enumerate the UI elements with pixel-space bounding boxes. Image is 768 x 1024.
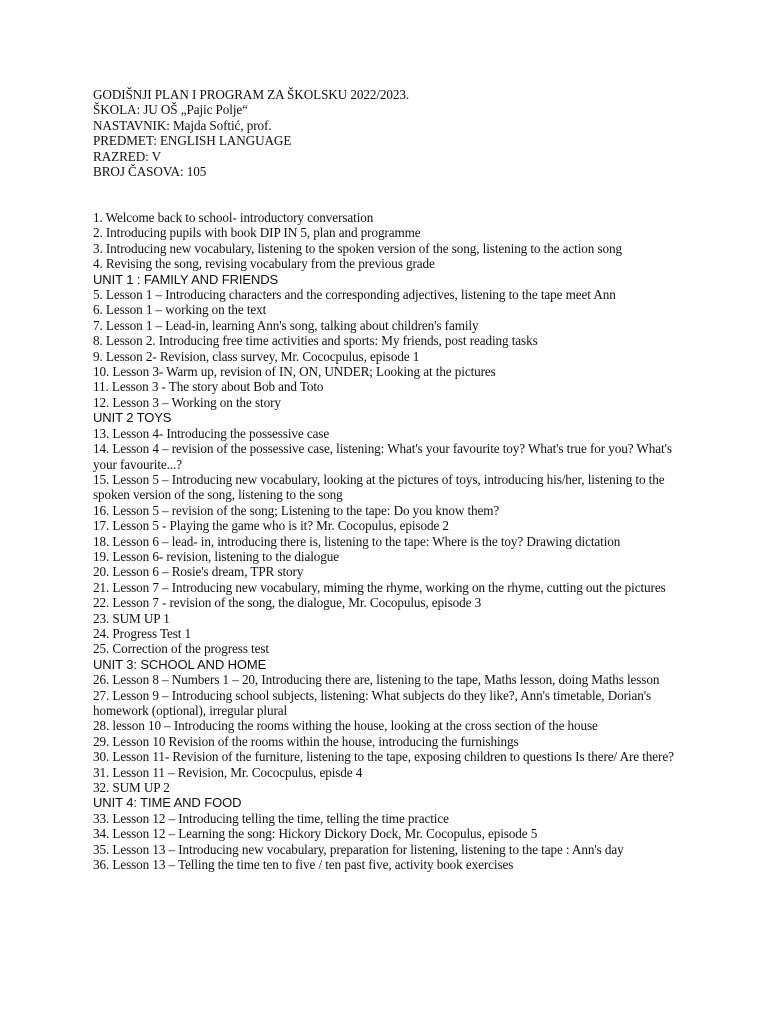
lesson-item: 14. Lesson 4 – revision of the possessive case, listening: What's your favourite toy? What's true for you? What's your favourite...? xyxy=(93,441,672,472)
lesson-item: 22. Lesson 7 - revision of the song, the dialogue, Mr. Cocopulus, episode 3 xyxy=(93,595,482,611)
lesson-item: 33. Lesson 12 – Introducing telling the time, telling the time practice xyxy=(93,810,449,826)
lesson-item: 9. Lesson 2- Revision, class survey, Mr. Cococpulus, episode 1 xyxy=(93,348,420,364)
lesson-item: 12. Lesson 3 – Working on the story xyxy=(93,394,281,410)
plan-title: GODIŠNJI PLAN I PROGRAM ZA ŠKOLSKU 2022/2023. xyxy=(93,87,410,102)
lesson-item: 34. Lesson 12 – Learning the song: Hickory Dickory Dock, Mr. Cocopulus, episode 5 xyxy=(93,826,538,842)
lesson-item: 24. Progress Test 1 xyxy=(93,625,192,641)
lesson-item: 23. SUM UP 1 xyxy=(93,610,170,626)
lesson-item: 27. Lesson 9 – Introducing school subjects, listening: What subjects do they like?, Ann's timetable, Dorian's homework (optional), irregular plural xyxy=(93,687,652,718)
lesson-item: 31. Lesson 11 – Revision, Mr. Cococpulus, episde 4 xyxy=(93,764,363,780)
lesson-item: 15. Lesson 5 – Introducing new vocabulary, looking at the pictures of toys, introducing his/her, listening to the spoken version of the song, listening to the song xyxy=(93,471,665,503)
unit-heading: UNIT 4: TIME AND FOOD xyxy=(93,795,242,811)
lesson-item: 35. Lesson 13 – Introducing new vocabulary, preparation for listening, listening to the tape : Ann's day xyxy=(93,841,624,857)
lesson-item: 29. Lesson 10 Revision of the rooms within the house, introducing the furnishings xyxy=(93,733,519,749)
lesson-item: 11. Lesson 3 - The story about Bob and Toto xyxy=(93,379,324,395)
lesson-item: 7. Lesson 1 – Lead-in, learning Ann's song, talking about children's family xyxy=(93,317,479,333)
lesson-item: 20. Lesson 6 – Rosie's dream, TPR story xyxy=(93,564,304,580)
lesson-item: 3. Introducing new vocabulary, listening to the spoken version of the song, listening to the action song xyxy=(93,240,622,256)
lesson-item: 16. Lesson 5 – revision of the song; Listening to the tape: Do you know them? xyxy=(93,502,500,518)
lesson-item: 6. Lesson 1 – working on the text xyxy=(93,302,267,318)
lessons-count-line: BROJ ČASOVA: 105 xyxy=(93,164,207,180)
lesson-item: 19. Lesson 6- revision, listening to the dialogue xyxy=(93,548,339,564)
lesson-item: 21. Lesson 7 – Introducing new vocabulary, miming the rhyme, working on the rhyme, cutting out the pictures xyxy=(93,579,666,595)
lesson-item: 26. Lesson 8 – Numbers 1 – 20, Introducing there are, listening to the tape, Maths lesson, doing Maths lesson xyxy=(93,672,660,688)
lesson-item: 4. Revising the song, revising vocabulary from the previous grade xyxy=(93,256,435,272)
teacher-line: NASTAVNIK: Majda Softić, prof. xyxy=(93,117,272,133)
lesson-item: 36. Lesson 13 – Telling the time ten to five / ten past five, activity book exercises xyxy=(93,857,514,873)
lesson-item: 8. Lesson 2. Introducing free time activities and sports: My friends, post reading tasks xyxy=(93,333,538,349)
lesson-item: 5. Lesson 1 – Introducing characters and the corresponding adjectives, listening to the tape meet Ann xyxy=(93,287,616,303)
lesson-item: 18. Lesson 6 – lead- in, introducing there is, listening to the tape: Where is the toy? Drawing dictation xyxy=(93,533,621,549)
lesson-list xyxy=(93,210,693,872)
lesson-item: 2. Introducing pupils with book DIP IN 5, plan and programme xyxy=(93,225,421,241)
lesson-item: 10. Lesson 3- Warm up, revision of IN, ON, UNDER; Looking at the pictures xyxy=(93,364,496,380)
lesson-item: 25. Correction of the progress test xyxy=(93,641,269,657)
unit-heading: UNIT 1 : FAMILY AND FRIENDS xyxy=(93,271,279,287)
subject-line: PREDMET: ENGLISH LANGUAGE xyxy=(93,133,292,149)
lesson-item: 13. Lesson 4- Introducing the possessive case xyxy=(93,425,330,441)
school-line: ŠKOLA: JU OŠ „Pajic Polje“ xyxy=(93,102,248,118)
unit-heading: UNIT 3: SCHOOL AND HOME xyxy=(93,656,267,672)
unit-heading: UNIT 2 TOYS xyxy=(93,410,172,426)
lesson-item: 17. Lesson 5 - Playing the game who is it? Mr. Cocopulus, episode 2 xyxy=(93,518,449,534)
lesson-item: 30. Lesson 11- Revision of the furniture, listening to the tape, exposing children to questions Is there/ Are there? xyxy=(93,749,674,765)
lesson-item: 1. Welcome back to school- introductory conversation xyxy=(93,210,374,225)
document-header xyxy=(93,87,713,179)
lesson-item: 32. SUM UP 2 xyxy=(93,780,170,796)
lesson-item: 28. lesson 10 – Introducing the rooms withing the house, looking at the cross section of the house xyxy=(93,718,598,734)
grade-line: RAZRED: V xyxy=(93,148,162,164)
